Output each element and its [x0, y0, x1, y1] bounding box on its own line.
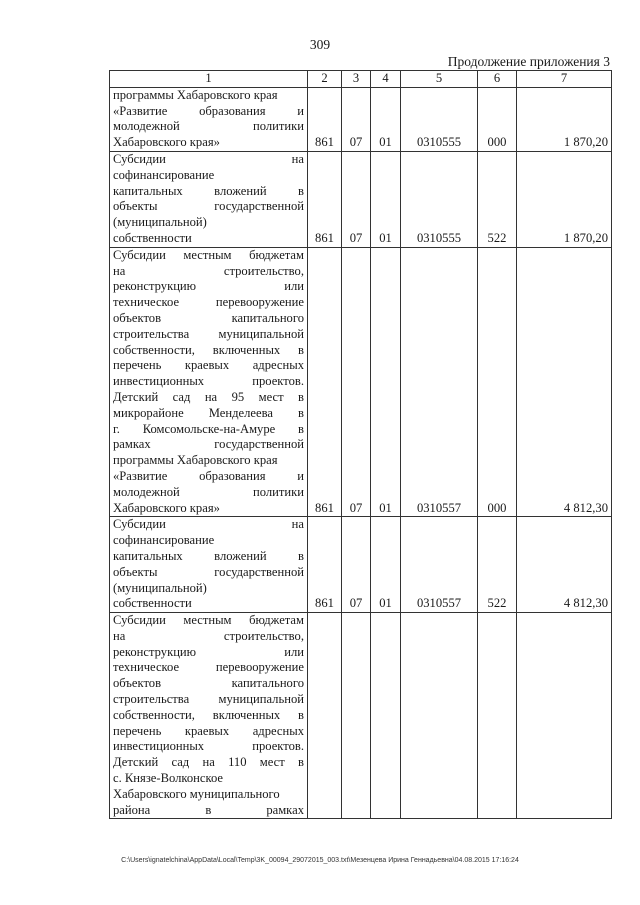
target-article-code: [401, 613, 478, 819]
description-line: капитальных вложений в: [113, 183, 304, 198]
subsection-code: 01: [371, 87, 401, 151]
continuation-label: Продолжение приложения 3: [447, 54, 610, 69]
section-code: [342, 613, 371, 819]
description-line: собственности, включенных в: [113, 707, 304, 722]
ministry-code: [308, 613, 342, 819]
amount-value: 1 870,20: [517, 151, 612, 247]
ministry-code: 861: [308, 87, 342, 151]
description-line: техническое перевооружение: [113, 660, 304, 675]
description-line: инвестиционных проектов.: [113, 739, 304, 754]
row-description: [110, 517, 308, 613]
header-col-5: 5: [401, 71, 478, 88]
expense-type-code: 000: [478, 87, 517, 151]
target-article-code: 0310557: [401, 517, 478, 613]
file-path-footer: C:\Users\ignatelchina\AppData\Local\Temp\3K_00094_29072015_003.txt\Мезенцева Ирина Геннадьевна\04.08.2015 17:16:24: [121, 857, 519, 864]
description-line: объекты государственной: [113, 564, 304, 579]
description-line: программы Хабаровского края: [113, 453, 278, 468]
description-line: Детский сад на 95 мест в: [113, 389, 304, 404]
target-article-code: 0310557: [401, 247, 478, 517]
description-line: софинансирование: [113, 533, 215, 548]
section-code: 07: [342, 87, 371, 151]
header-col-1: 1: [110, 71, 308, 88]
header-row: [110, 71, 612, 88]
expense-type-code: 522: [478, 151, 517, 247]
row-description: [110, 87, 308, 151]
header-col-7: 7: [517, 71, 612, 88]
description-line: Детский сад на 110 мест в: [113, 755, 304, 770]
description-line: Субсидии местным бюджетам: [113, 613, 304, 628]
header-col-2: 2: [308, 71, 342, 88]
table-row: [110, 613, 612, 819]
description-line: рамках государственной: [113, 437, 304, 452]
description-line: капитальных вложений в: [113, 548, 304, 563]
amount-value: 4 812,30: [517, 247, 612, 517]
description-line: Субсидии на: [113, 151, 304, 166]
description-line: строительства муниципальной: [113, 326, 304, 341]
description-line: Субсидии местным бюджетам: [113, 247, 304, 262]
table-row: [110, 247, 612, 517]
description-line: (муниципальной): [113, 215, 207, 230]
description-line: объекты государственной: [113, 199, 304, 214]
description-line: перечень краевых адресных: [113, 723, 304, 738]
description-line: г. Комсомольске-на-Амуре в: [113, 421, 304, 436]
header-col-3: 3: [342, 71, 371, 88]
section-code: 07: [342, 151, 371, 247]
description-line: Субсидии на: [113, 517, 304, 532]
subsection-code: 01: [371, 247, 401, 517]
expense-type-code: 000: [478, 247, 517, 517]
description-line: софинансирование: [113, 167, 215, 182]
description-line: молодежной политики: [113, 119, 304, 134]
row-description: [110, 247, 308, 517]
description-line: молодежной политики: [113, 484, 304, 499]
amount-value: 1 870,20: [517, 87, 612, 151]
table-body: [110, 87, 612, 819]
description-line: Хабаровского края»: [113, 500, 220, 515]
ministry-code: 861: [308, 151, 342, 247]
description-line: Хабаровского края»: [113, 135, 220, 150]
description-line: реконструкцию или: [113, 279, 304, 294]
amount-value: [517, 613, 612, 819]
description-line: объектов капитального: [113, 676, 304, 691]
table-row: [110, 151, 612, 247]
description-line: перечень краевых адресных: [113, 358, 304, 373]
expense-type-code: 522: [478, 517, 517, 613]
section-code: 07: [342, 517, 371, 613]
expense-type-code: [478, 613, 517, 819]
subsection-code: [371, 613, 401, 819]
description-line: собственности: [113, 596, 192, 611]
description-line: Хабаровского муниципального: [113, 786, 280, 801]
section-code: 07: [342, 247, 371, 517]
description-line: на строительство,: [113, 628, 304, 643]
row-description: [110, 151, 308, 247]
description-line: реконструкцию или: [113, 644, 304, 659]
description-line: микрорайоне Менделеева в: [113, 405, 304, 420]
budget-table: [109, 70, 612, 819]
ministry-code: 861: [308, 517, 342, 613]
description-line: строительства муниципальной: [113, 692, 304, 707]
page-number: 309: [309, 37, 331, 52]
description-line: собственности: [113, 230, 192, 245]
description-line: инвестиционных проектов.: [113, 374, 304, 389]
description-line: собственности, включенных в: [113, 342, 304, 357]
description-line: «Развитие образования и: [113, 468, 304, 483]
header-col-4: 4: [371, 71, 401, 88]
subsection-code: 01: [371, 517, 401, 613]
description-line: объектов капитального: [113, 310, 304, 325]
ministry-code: 861: [308, 247, 342, 517]
description-line: с. Князе-Волконское: [113, 771, 224, 786]
row-description: [110, 613, 308, 819]
target-article-code: 0310555: [401, 87, 478, 151]
target-article-code: 0310555: [401, 151, 478, 247]
amount-value: 4 812,30: [517, 517, 612, 613]
subsection-code: 01: [371, 151, 401, 247]
description-line: «Развитие образования и: [113, 103, 304, 118]
table-row: [110, 87, 612, 151]
table-row: [110, 517, 612, 613]
description-line: района в рамках: [113, 802, 304, 817]
description-line: техническое перевооружение: [113, 295, 304, 310]
description-line: на строительство,: [113, 263, 304, 278]
description-line: программы Хабаровского края: [113, 87, 278, 102]
header-col-6: 6: [478, 71, 517, 88]
description-line: (муниципальной): [113, 580, 207, 595]
